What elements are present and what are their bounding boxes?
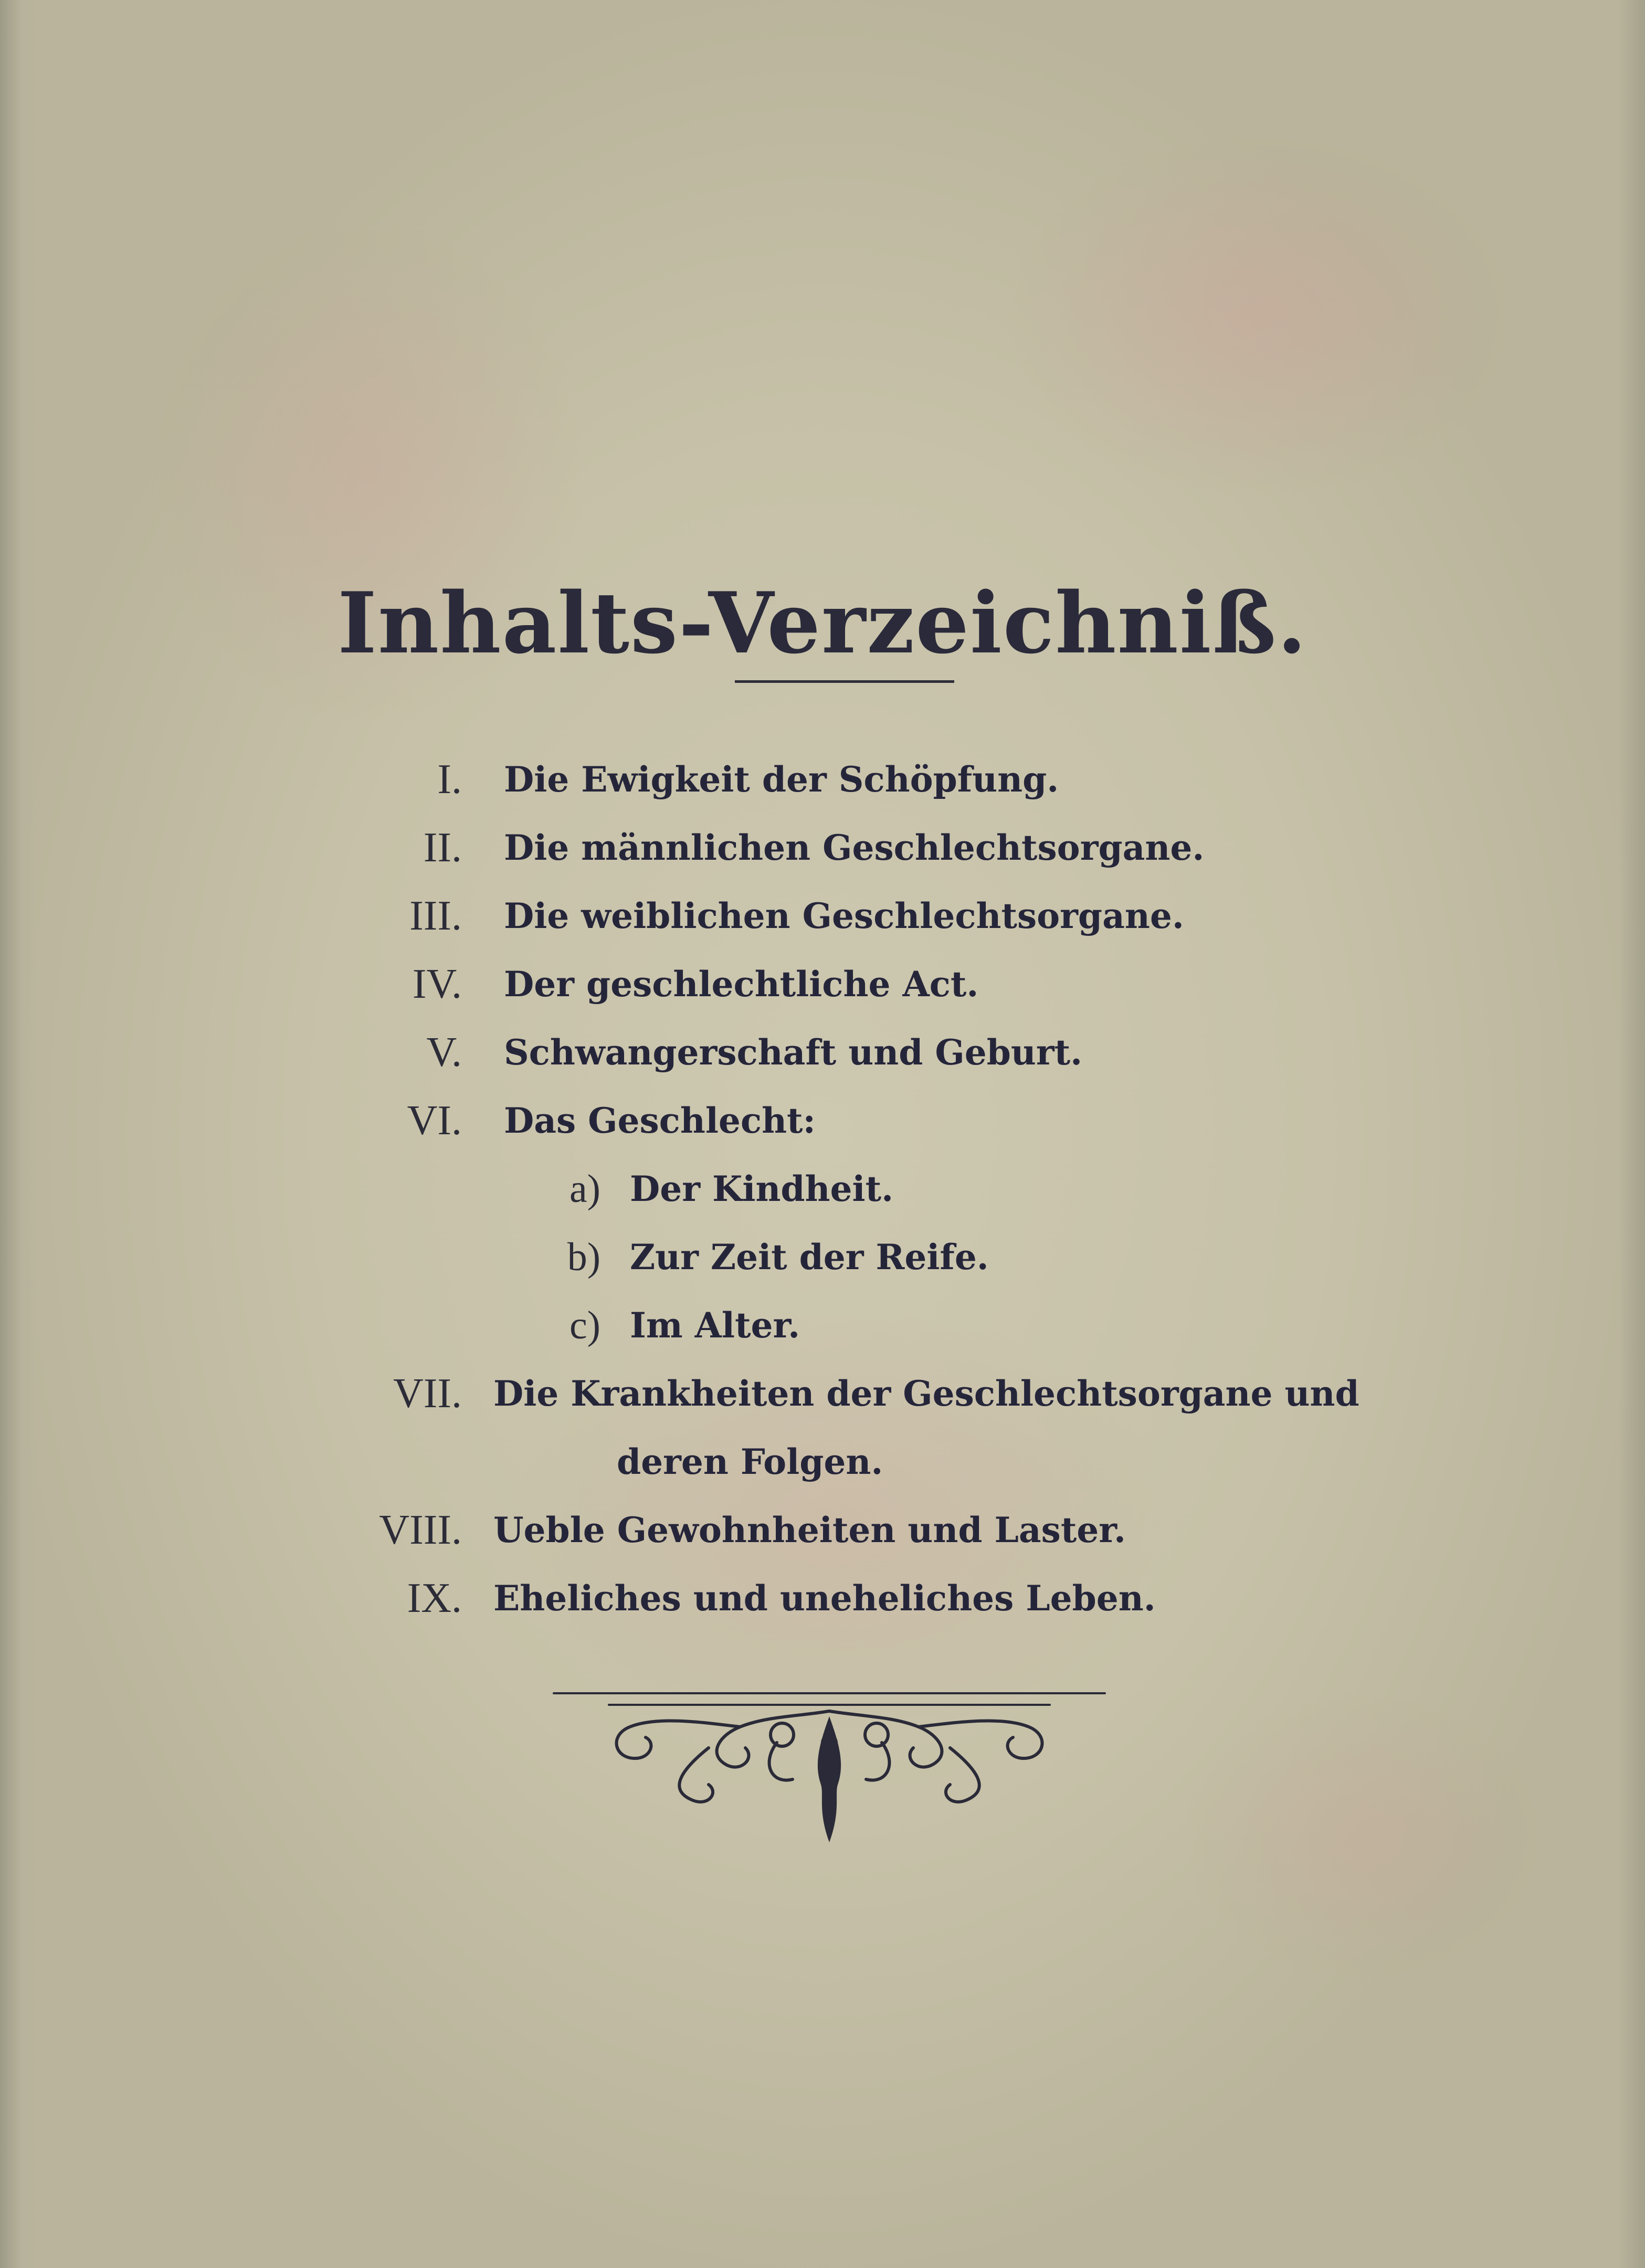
- page-title: Inhalts-Verzeichniß.: [338, 574, 1307, 673]
- chapter-numeral: IV.: [412, 961, 462, 1007]
- chapter-numeral: VII.: [393, 1370, 462, 1417]
- toc-entry: [0, 1018, 1645, 1086]
- toc-entry: [0, 1564, 1645, 1632]
- toc-entry-continuation: [0, 1428, 1645, 1496]
- chapter-title: Die Krankheiten der Geschlechtsorgane und: [493, 1373, 1359, 1414]
- chapter-numeral: I.: [437, 756, 462, 803]
- chapter-numeral: VIII.: [379, 1507, 462, 1553]
- table-of-contents: [0, 745, 1645, 1632]
- title-divider: [735, 680, 954, 683]
- chapter-numeral: VI.: [407, 1098, 462, 1144]
- chapter-title: Das Geschlecht:: [504, 1100, 816, 1141]
- subsection-title: Der Kindheit.: [630, 1168, 894, 1209]
- chapter-numeral: III.: [409, 893, 462, 939]
- toc-entry: [0, 1086, 1645, 1155]
- chapter-numeral: IX.: [407, 1575, 462, 1621]
- chapter-title-continuation: deren Folgen.: [617, 1441, 883, 1482]
- chapter-numeral: II.: [423, 825, 462, 871]
- chapter-title: Die männlichen Geschlechtsorgane.: [504, 827, 1205, 868]
- toc-entry: [0, 814, 1645, 882]
- subsection-letter: b): [567, 1235, 600, 1279]
- subsection-title: Im Alter.: [630, 1305, 800, 1346]
- subsection-letter: a): [569, 1167, 600, 1211]
- chapter-title: Schwangerschaft und Geburt.: [504, 1032, 1083, 1073]
- subsection-letter: c): [569, 1303, 600, 1347]
- chapter-title: Die Ewigkeit der Schöpfung.: [504, 759, 1059, 800]
- chapter-title: Der geschlechtliche Act.: [504, 964, 979, 1005]
- subsection-title: Zur Zeit der Reife.: [630, 1237, 989, 1278]
- chapter-numeral: V.: [426, 1029, 462, 1075]
- chapter-title: Eheliches und uneheliches Leben.: [493, 1578, 1156, 1619]
- toc-entry: [0, 1359, 1645, 1428]
- toc-entry: [0, 1496, 1645, 1564]
- toc-subentry: [0, 1223, 1645, 1291]
- scrollwork-ornament-icon: [551, 1685, 1108, 1853]
- toc-subentry: [0, 1291, 1645, 1359]
- toc-entry: [0, 882, 1645, 950]
- chapter-title: Die weiblichen Geschlechtsorgane.: [504, 895, 1184, 936]
- toc-entry: [0, 950, 1645, 1018]
- chapter-title: Ueble Gewohnheiten und Laster.: [493, 1510, 1126, 1550]
- toc-subentry: [0, 1155, 1645, 1223]
- toc-entry: [0, 745, 1645, 814]
